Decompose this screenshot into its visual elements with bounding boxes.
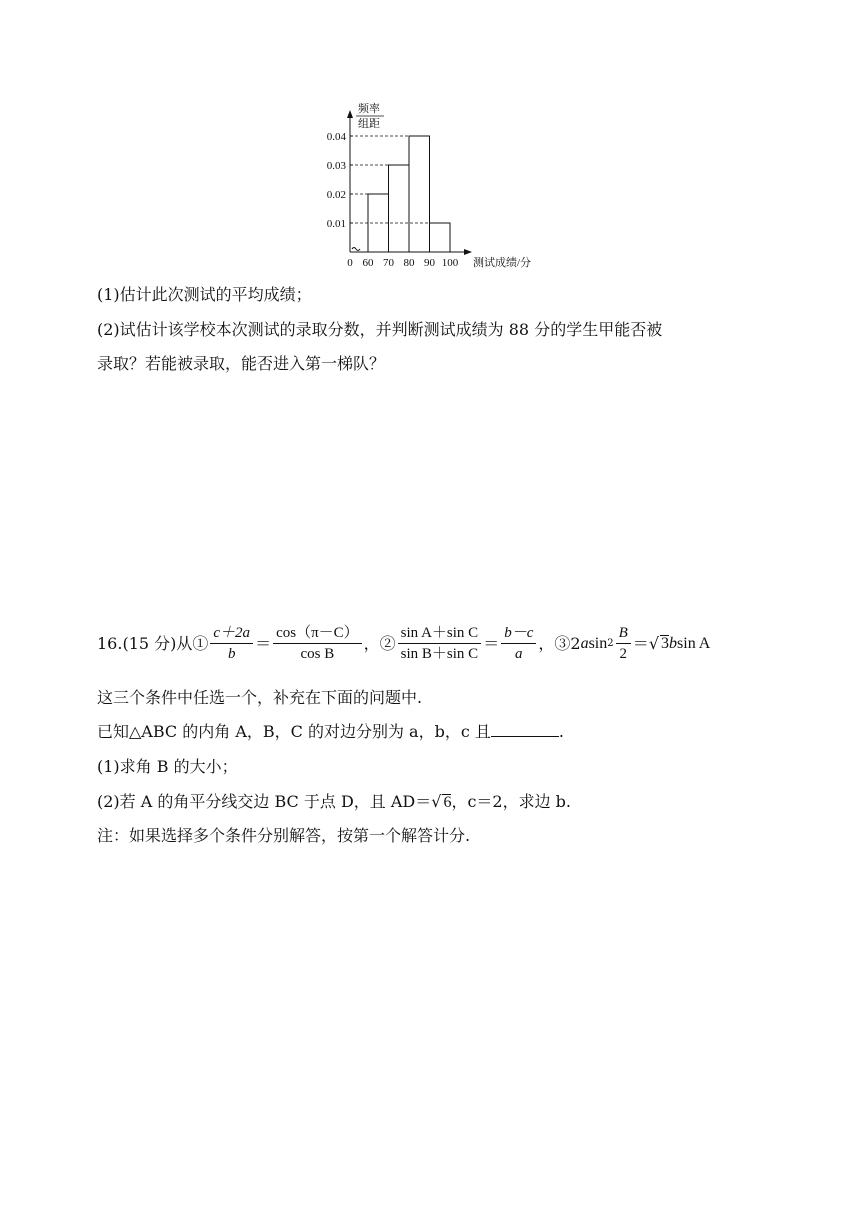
condition3-sqrt-value: 3 xyxy=(661,635,670,652)
x-tick-label: 90 xyxy=(424,257,435,269)
q16-separator-2: ，③2 xyxy=(538,633,581,653)
y-label-denominator: 组距 xyxy=(358,118,380,130)
condition3-b: b xyxy=(669,634,678,652)
condition1-left-denominator: b xyxy=(227,646,236,662)
x-axis-label: 测试成绩/分 xyxy=(473,257,532,269)
q16-line3-end: . xyxy=(558,722,564,741)
x-tick-label: 100 xyxy=(441,257,459,269)
q16-part2 xyxy=(97,792,571,812)
condition3-square: 2 xyxy=(607,637,614,649)
y-tick-label: 0.02 xyxy=(326,189,346,201)
y-tick-label: 0.01 xyxy=(326,218,346,230)
condition3-a: a xyxy=(580,634,589,652)
q15-part2-line1: (2)试估计该学校本次测试的录取分数，并判断测试成绩为 88 分的学生甲能否被 xyxy=(97,320,663,339)
q16-line2: 这三个条件中任选一个，补充在下面的问题中. xyxy=(97,688,423,707)
q16-part2-text-a: (2)若 A 的角平分线交边 BC 于点 D，且 AD＝ xyxy=(97,792,432,811)
condition3-numerator: B xyxy=(618,625,628,641)
x-axis-arrow-icon xyxy=(464,249,472,255)
condition2-right-numerator: b－c xyxy=(504,625,534,641)
sqrt-sign-icon: √ xyxy=(648,633,660,653)
condition2-left-fraction xyxy=(398,624,482,663)
condition3-tail: sin A xyxy=(677,634,711,652)
x-tick-label: 60 xyxy=(362,257,374,269)
condition1-left-fraction xyxy=(210,624,253,663)
q16-part1: (1)求角 B 的大小； xyxy=(97,757,238,776)
histogram-bar xyxy=(409,136,430,252)
q16-condition-line xyxy=(97,624,710,663)
condition3-equals: ＝ xyxy=(632,633,649,653)
histogram-bar xyxy=(430,223,451,252)
x-tick-label: 80 xyxy=(403,257,415,269)
q15-part2-line2: 录取？若能被录取，能否进入第一梯队？ xyxy=(97,354,386,373)
condition3-denominator: 2 xyxy=(619,646,627,662)
q16-separator-1: ，② xyxy=(363,633,396,653)
axis-break-icon xyxy=(352,248,360,251)
condition3-sin: sin xyxy=(588,634,608,652)
condition1-right-fraction xyxy=(273,624,362,663)
q16-line3 xyxy=(97,722,564,742)
condition2-right-fraction xyxy=(501,624,536,663)
answer-blank[interactable] xyxy=(491,722,559,737)
q16-part2-sqrt-value: 6 xyxy=(443,794,452,811)
frequency-histogram xyxy=(310,100,550,275)
condition2-left-numerator: sin A＋sin C xyxy=(398,624,482,644)
sqrt-sign-icon: √ xyxy=(431,792,442,811)
condition1-equals: ＝ xyxy=(255,633,272,653)
x-origin-label: 0 xyxy=(347,257,353,269)
condition2-left-denominator: sin B＋sin C xyxy=(400,646,479,662)
condition2-equals: ＝ xyxy=(483,633,500,653)
condition1-left-numerator: c＋2a xyxy=(213,625,251,641)
condition3-fraction xyxy=(616,624,631,663)
condition2-right-denominator: a xyxy=(515,646,523,662)
q16-line3-text: 已知△ABC 的内角 A，B，C 的对边分别为 a，b，c 且 xyxy=(97,722,491,741)
q16-part2-text-b: ，c＝2，求边 b. xyxy=(451,792,572,811)
y-label-numerator: 频率 xyxy=(358,103,380,115)
histogram-bar xyxy=(389,165,410,252)
condition1-right-denominator: cos B xyxy=(300,646,335,662)
x-tick-label: 70 xyxy=(383,257,394,269)
y-tick-label: 0.04 xyxy=(326,131,346,143)
y-axis-arrow-icon xyxy=(347,110,353,118)
y-tick-label: 0.03 xyxy=(326,160,346,172)
q16-prefix: 16.(15 分)从① xyxy=(97,633,209,653)
q15-part1: (1)估计此次测试的平均成绩； xyxy=(97,285,312,304)
q16-note: 注：如果选择多个条件分别解答，按第一个解答计分. xyxy=(97,826,471,845)
condition1-right-numerator: cos（π－C） xyxy=(273,624,362,644)
